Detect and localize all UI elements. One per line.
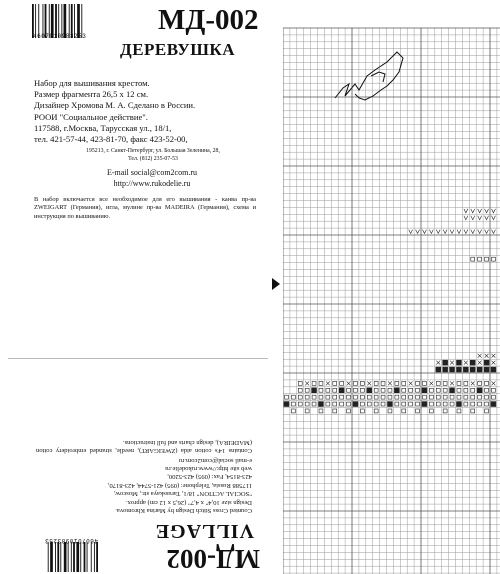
info-line: Design size 10,4" x 4,7" (26,5 x 12 cm) approx. xyxy=(125,498,252,506)
info-line: e-mail social@com2com.ru xyxy=(178,456,252,464)
product-title: ДЕРЕВУШКА xyxy=(120,40,235,59)
info-line: web site http://www.rukodelie.ru xyxy=(165,464,252,472)
product-code: МД-002 xyxy=(158,4,259,36)
barcode-number-top: 4607010983253 xyxy=(33,33,87,40)
info-line: тел. 421-57-44, 423-81-70, факс 423-52-00, xyxy=(34,134,188,145)
barcode-bottom xyxy=(30,542,100,572)
cross-stitch-chart-grid-icon xyxy=(283,0,500,574)
info-line: 117588 Russia, Telephone: (095) 421-5744, 423-8170, xyxy=(107,481,252,489)
branch-line: 195213, г. Санкт-Петербург, ул. Большая Зеленина, 28, xyxy=(86,148,220,154)
contact-email: E-mail social@com2com.ru xyxy=(106,168,197,177)
info-line: Размер фрагмента 26,5 х 12 см. xyxy=(34,89,149,100)
english-info xyxy=(22,455,252,514)
english-kit-contents: Contains 14's cotton aida (ZWEIGART), needle, stranded embroidery cotton (MADEIRA), design charts and full instructions. xyxy=(36,438,252,454)
info-line: "SOCIAL ACTION" 18/1, Tarusskaya str., Moscow, xyxy=(113,490,252,498)
barcode-number-bottom: 4607010983253 xyxy=(44,537,98,544)
russian-branch-address xyxy=(48,147,258,163)
russian-kit-contents: В набор включается все необходимое для его вышивания - канва пр-ва ZWEIGART (Германия), игла, мулине пр-ва MADEIRA (Германия), схема и инструкция по вышиванию. xyxy=(34,196,256,220)
russian-info xyxy=(34,78,270,145)
info-line: 423-8154, Fax: (095) 423-5200, xyxy=(167,473,252,481)
info-line: РООИ "Социальное действие". xyxy=(34,111,148,122)
contact-website: http://www.rukodelie.ru xyxy=(113,178,191,188)
branch-line: Тел. (812) 235-07-53 xyxy=(128,156,178,163)
english-inverted-block xyxy=(0,360,270,574)
product-code-english: МД-002 xyxy=(166,544,260,574)
triangle-right-icon xyxy=(272,278,280,290)
info-line: Counted Cross Stitch Design by Marina Khromova. xyxy=(115,507,252,514)
product-title-english: VILLAGE xyxy=(154,520,254,542)
divider xyxy=(8,358,268,359)
info-line: 117588, г.Москва, Тарусская ул., 18/1, xyxy=(34,122,172,133)
info-line: Набор для вышивания крестом. xyxy=(34,78,150,88)
russian-contacts xyxy=(34,168,270,189)
info-line: Дизайнер Хромова М. А. Сделано в России. xyxy=(34,100,196,111)
